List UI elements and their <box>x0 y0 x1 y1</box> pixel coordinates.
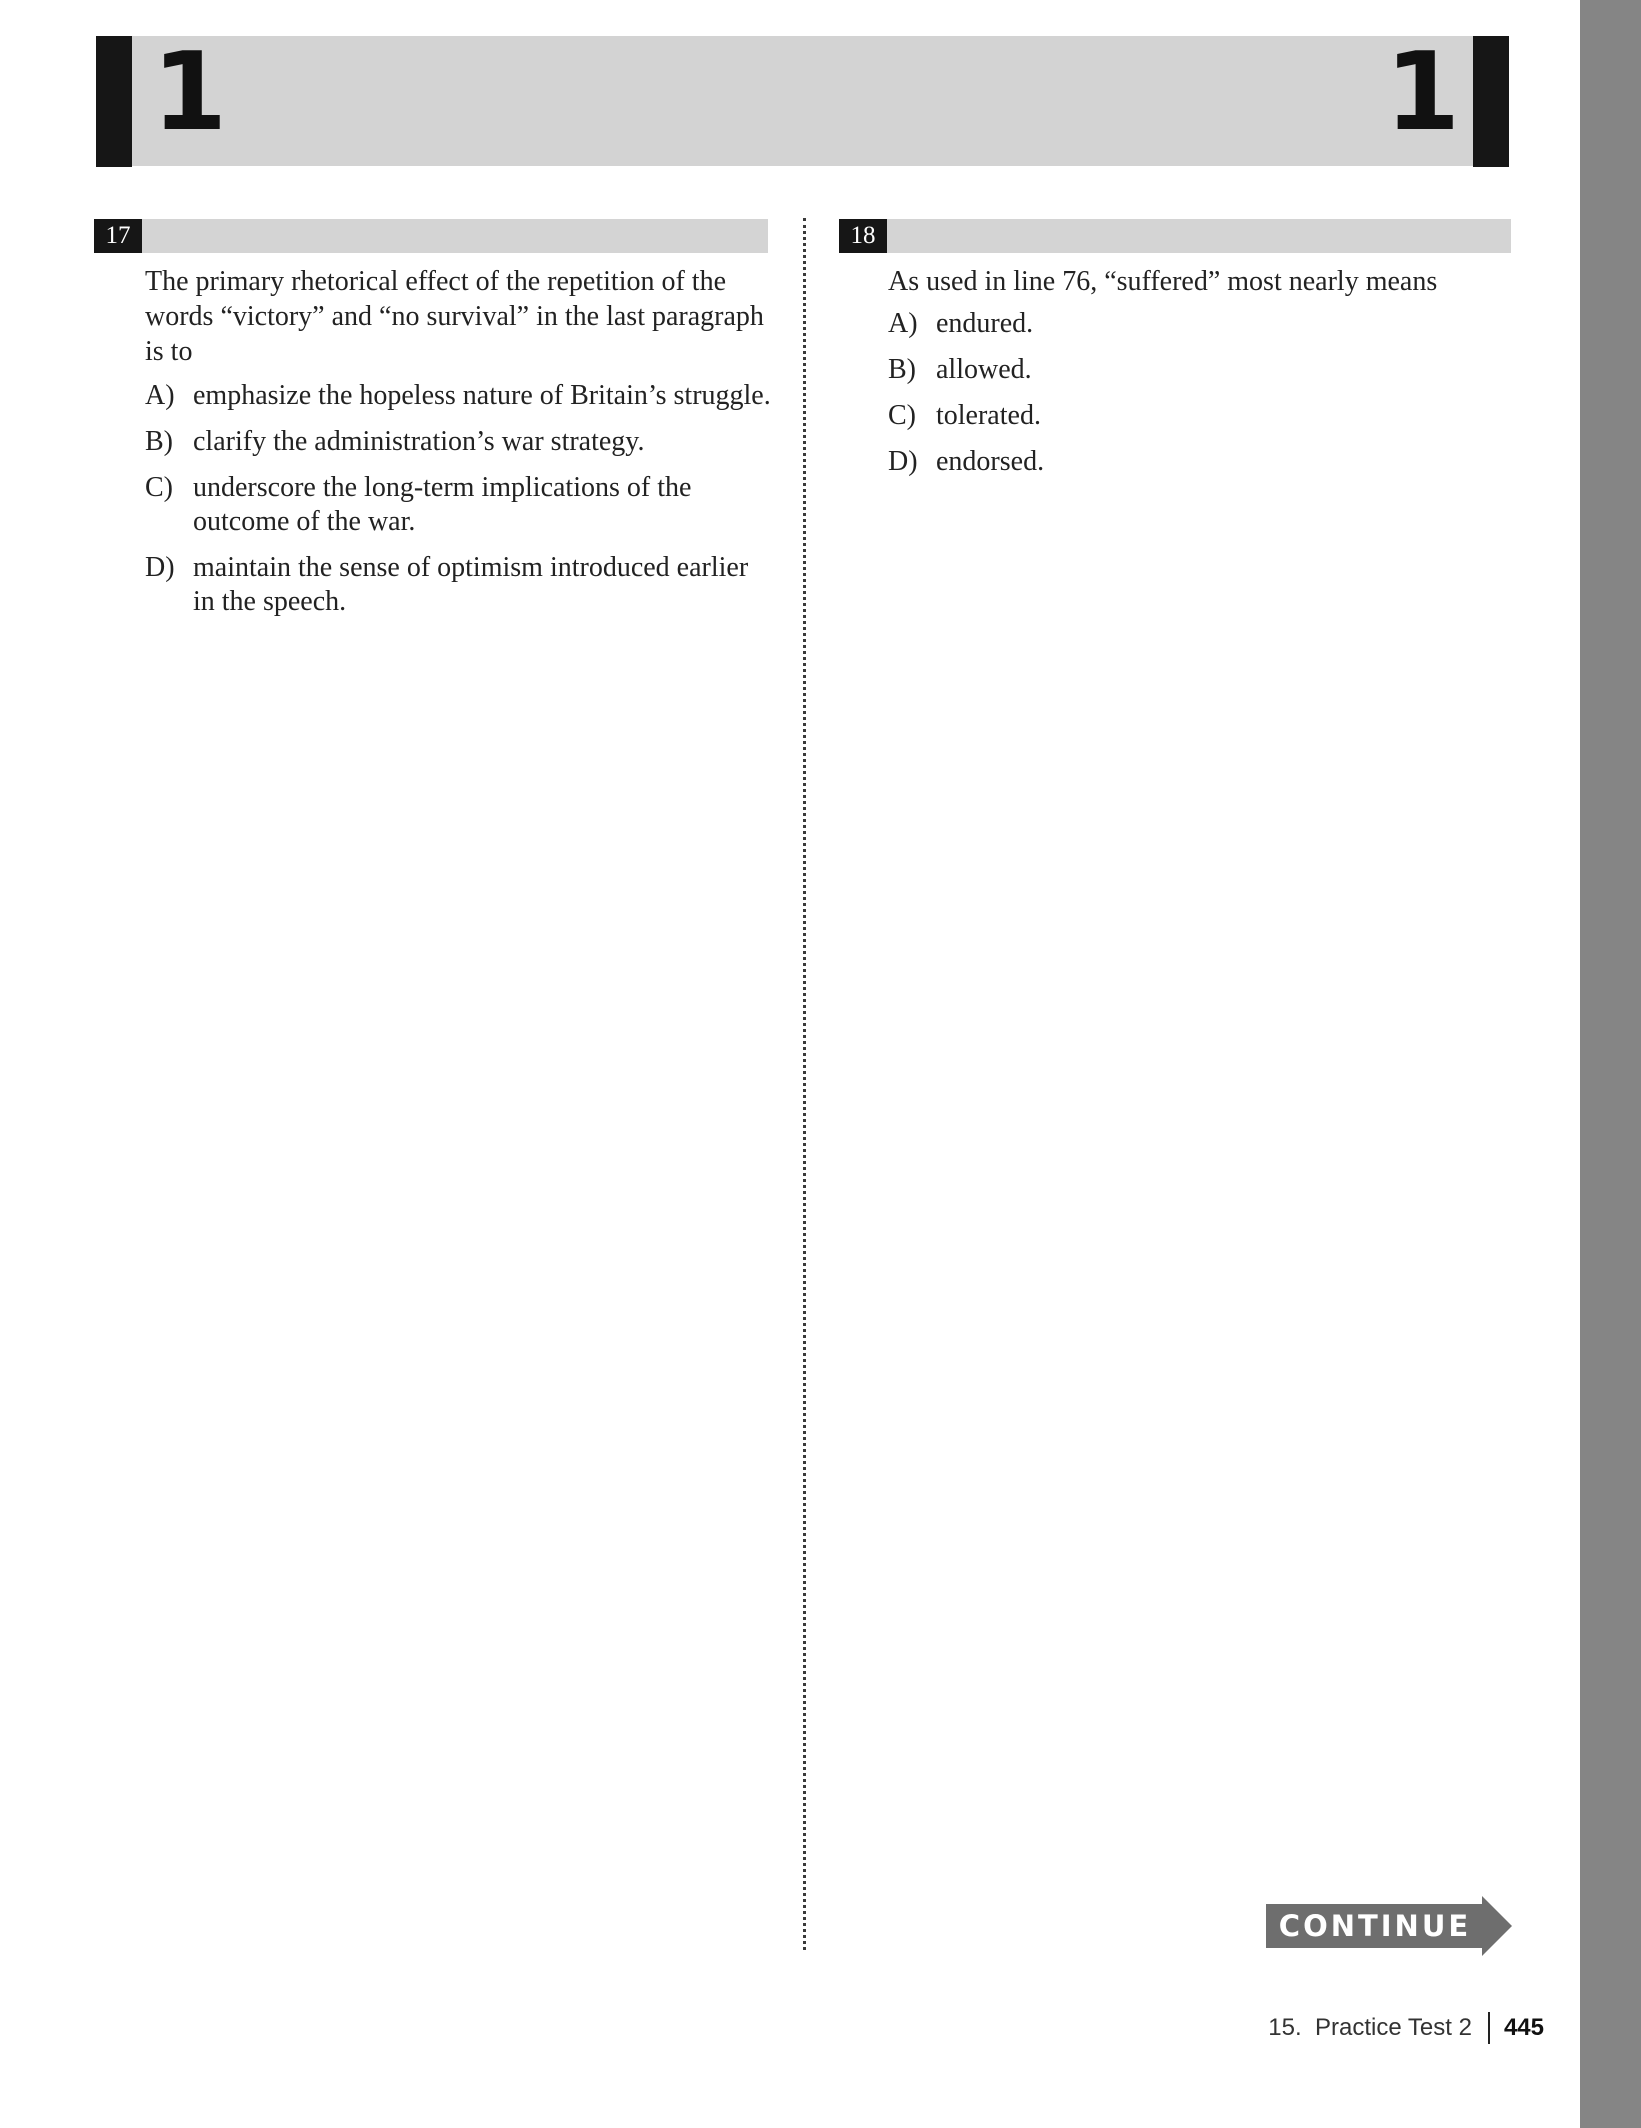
question-number-17: 17 <box>94 219 142 253</box>
footer-page-number: 445 <box>1503 2014 1544 2041</box>
continue-label: CONTINUE <box>1278 1909 1472 1943</box>
question-17-choice-c[interactable] <box>145 471 775 539</box>
question-17-choice-b[interactable] <box>145 425 775 459</box>
question-18-choice-d[interactable] <box>888 445 1518 479</box>
side-tab <box>1580 0 1641 2128</box>
question-18-header <box>839 219 1511 253</box>
question-17 <box>145 264 775 631</box>
section-header-right-bar <box>1473 36 1509 167</box>
question-18-choice-b[interactable] <box>888 353 1518 387</box>
choice-letter: D) <box>145 552 175 583</box>
choice-text: endured. <box>936 308 1034 339</box>
section-header-band <box>96 30 1509 166</box>
question-17-choice-a[interactable] <box>145 379 775 413</box>
footer-chapter: 15. Practice Test 2 <box>1268 2014 1472 2041</box>
choice-text: tolerated. <box>936 400 1041 431</box>
question-18-choice-a[interactable] <box>888 307 1518 341</box>
choice-text: allowed. <box>936 354 1032 385</box>
question-18 <box>888 264 1518 491</box>
choice-letter: B) <box>145 426 173 457</box>
choice-text: emphasize the hopeless nature of Britain’s struggle. <box>193 380 771 411</box>
column-divider <box>803 218 806 1950</box>
question-18-choice-c[interactable] <box>888 399 1518 433</box>
choice-text: endorsed. <box>936 446 1045 477</box>
choice-letter: C) <box>145 472 173 503</box>
question-18-stem: As used in line 76, “suffered” most nearly means <box>888 266 1438 297</box>
page-footer <box>1268 2010 1544 2046</box>
question-number-18: 18 <box>839 219 887 253</box>
question-17-header <box>94 219 768 253</box>
footer-separator <box>1488 2012 1490 2044</box>
choice-letter: D) <box>888 446 918 477</box>
choice-letter: A) <box>145 380 175 411</box>
choice-letter: B) <box>888 354 916 385</box>
choice-letter: C) <box>888 400 916 431</box>
question-17-stem: The primary rhetorical effect of the repetition of the words “victory” and “no survival” in the last paragraph is to <box>145 266 764 367</box>
section-number-right: 1 <box>1385 30 1461 155</box>
section-number-left: 1 <box>152 30 228 155</box>
continue-button[interactable] <box>1266 1896 1512 1956</box>
question-17-choice-d[interactable] <box>145 551 775 619</box>
choice-text: clarify the administration’s war strategy. <box>193 426 645 457</box>
choice-letter: A) <box>888 308 918 339</box>
choice-text: underscore the long-term implications of the outcome of the war. <box>193 472 692 537</box>
section-header-left-bar <box>96 36 132 167</box>
choice-text: maintain the sense of optimism introduced earlier in the speech. <box>193 552 749 617</box>
